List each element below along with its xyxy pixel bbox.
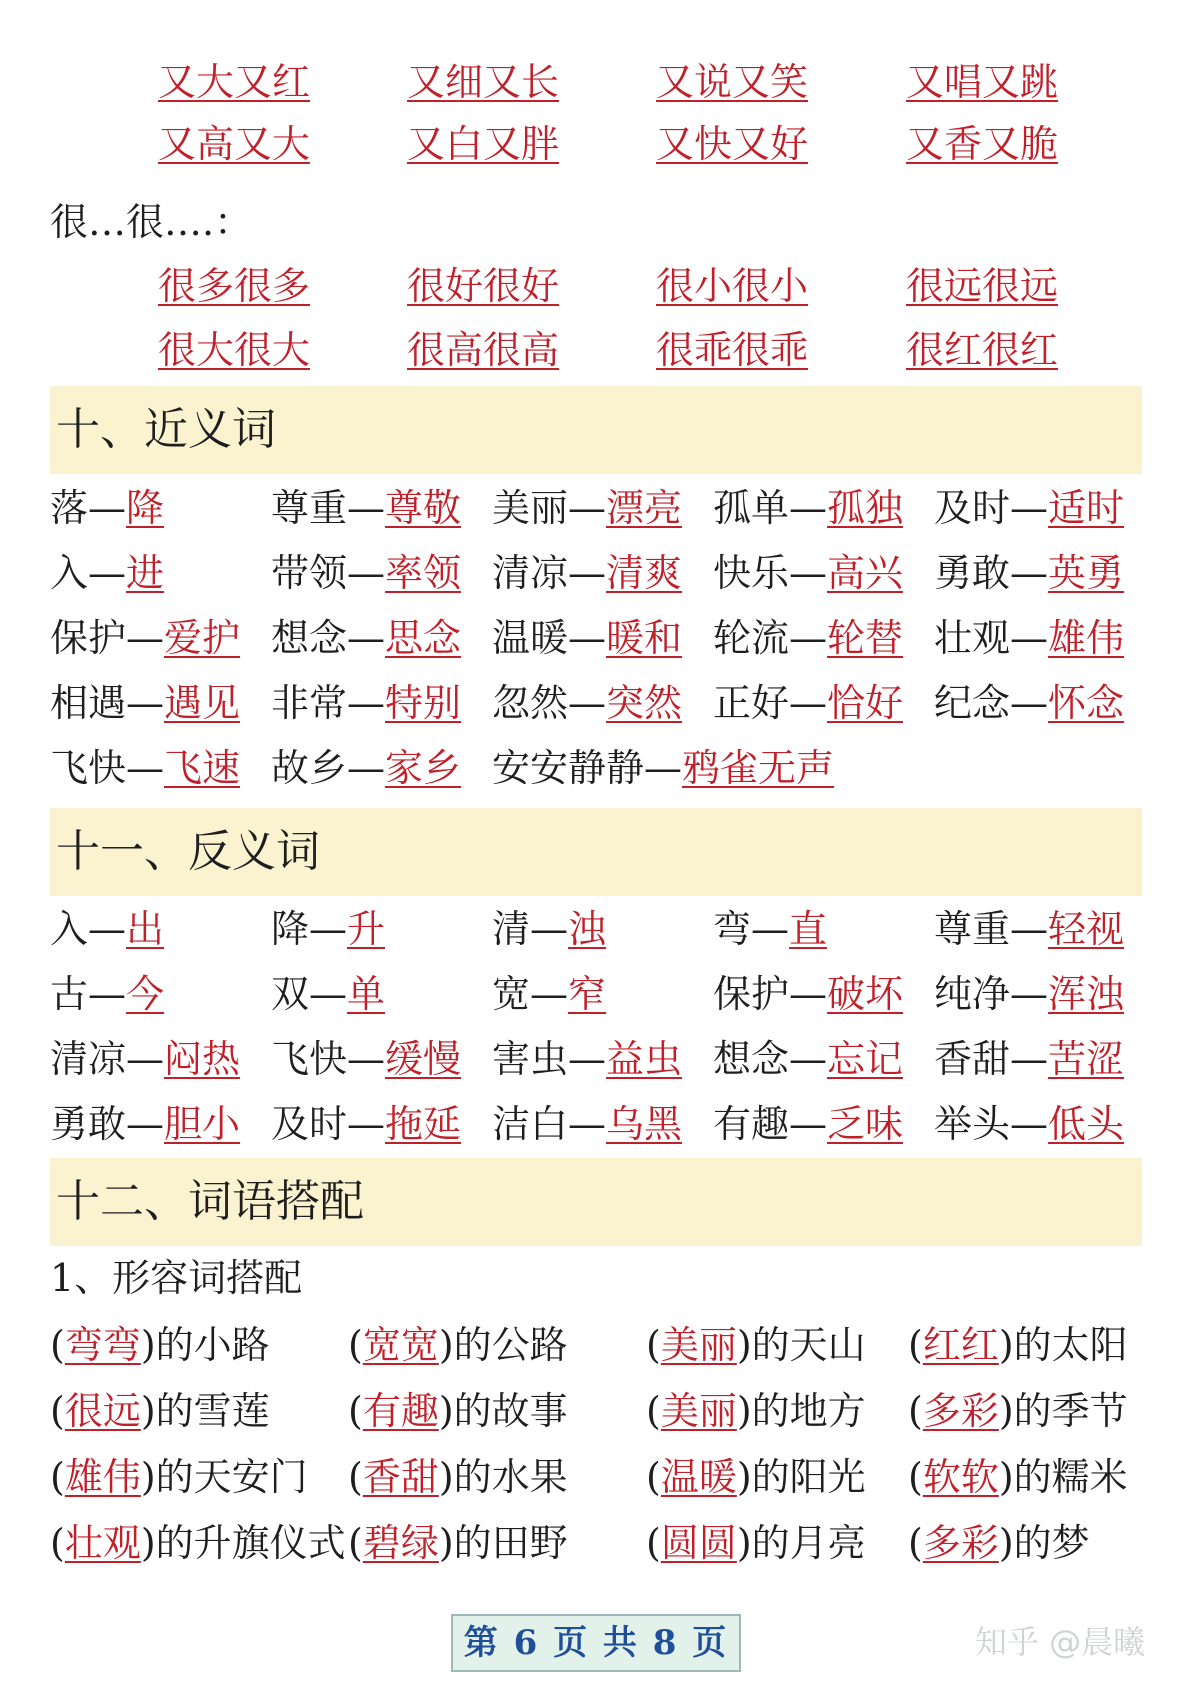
section-title: 十二、词语搭配 [56,1176,364,1227]
synonym-pair [713,606,903,670]
word: 古— [50,972,127,1016]
answer: 宽宽 [362,1323,439,1367]
you-you-phrase: 又大又红 [158,60,311,104]
antonym-pair [50,1092,240,1156]
answer: 鸦雀无声 [682,746,835,790]
antonym-pair [713,897,827,961]
answer: 乌黑 [606,1102,683,1146]
collocation-phrase: (雄伟)的天安门 [50,1455,308,1499]
word: 降— [271,907,348,951]
answer: 进 [126,551,165,595]
answer: 清爽 [606,551,683,595]
antonym-row [50,897,1142,961]
hen-phrase: 很红很红 [906,328,1059,372]
answer: 家乡 [385,746,462,790]
answer: 尊敬 [385,486,462,530]
synonym-row [50,541,1142,605]
noun: )的公路 [438,1323,568,1367]
noun: )的阳光 [736,1455,866,1499]
collocation-row [50,1379,1142,1443]
answer: 圆圆 [660,1521,737,1565]
answer: 苦涩 [1048,1037,1125,1081]
collocation-phrase: (温暖)的阳光 [646,1455,866,1499]
answer: 忘记 [827,1037,904,1081]
synonym-pair [492,606,682,670]
answer: 有趣 [362,1389,439,1433]
answer: 恰好 [827,681,904,725]
word: 尊重— [934,907,1049,951]
noun: )的故事 [438,1389,568,1433]
noun: )的季节 [998,1389,1128,1433]
word: 入— [50,907,127,951]
answer: 软软 [922,1455,999,1499]
synonym-pair [934,476,1124,540]
synonym-pair [271,476,461,540]
you-you-phrase: 又快又好 [656,122,809,166]
antonym-pair [492,962,606,1026]
answer: 今 [126,972,165,1016]
answer: 率领 [385,551,462,595]
antonym-row [50,962,1142,1026]
answer: 爱护 [164,616,241,660]
answer: 美丽 [660,1389,737,1433]
noun: )的小路 [140,1323,270,1367]
synonym-pair [492,736,834,800]
antonym-pair [50,962,164,1026]
word: 纯净— [934,972,1049,1016]
antonym-row [50,1092,1142,1156]
answer: 美丽 [660,1323,737,1367]
you-you-row [50,50,1142,114]
word: 清— [492,907,569,951]
word: 壮观— [934,616,1049,660]
antonym-pair [934,1092,1124,1156]
noun: )的糯米 [998,1455,1128,1499]
synonym-pair [492,541,682,605]
antonym-pair [934,962,1124,1026]
word: 清凉— [50,1037,165,1081]
collocation-phrase: (香甜)的水果 [348,1455,568,1499]
antonym-pair [271,897,385,961]
synonym-pair [271,671,461,735]
answer: 浊 [568,907,607,951]
synonym-pair [271,736,461,800]
answer: 直 [789,907,828,951]
word: 入— [50,551,127,595]
you-you-row [50,112,1142,176]
answer: 特别 [385,681,462,725]
answer: 轻视 [1048,907,1125,951]
synonym-row [50,736,1142,800]
hen-phrase: 很多很多 [158,264,311,308]
noun: )的田野 [438,1521,568,1565]
word: 轮流— [713,616,828,660]
collocation-row [50,1445,1142,1509]
hen-phrase: 很小很小 [656,264,809,308]
section-title: 十、近义词 [56,404,276,455]
you-you-phrase: 又细又长 [407,60,560,104]
noun: )的月亮 [736,1521,866,1565]
word: 想念— [271,616,386,660]
word: 弯— [713,907,790,951]
synonym-pair [713,671,903,735]
collocation-phrase: (圆圆)的月亮 [646,1521,866,1565]
antonym-pair [271,1027,461,1091]
word: 害虫— [492,1037,607,1081]
answer: 温暖 [660,1455,737,1499]
word: 安安静静— [492,746,683,790]
collocation-phrase: (软软)的糯米 [908,1455,1128,1499]
section-heading-word-collocation [50,1158,1142,1246]
answer: 雄伟 [64,1455,141,1499]
collocation-phrase: (美丽)的地方 [646,1389,866,1433]
antonym-pair [271,1092,461,1156]
page-number-box [451,1614,741,1672]
synonym-pair [50,606,240,670]
noun: )的雪莲 [140,1389,270,1433]
antonym-pair [934,897,1124,961]
synonym-pair [50,476,164,540]
you-you-phrase: 又白又胖 [407,122,560,166]
word: 飞快— [50,746,165,790]
synonym-pair [713,476,903,540]
answer: 红红 [922,1323,999,1367]
word: 飞快— [271,1037,386,1081]
hen-row [50,254,1142,318]
synonym-pair [271,541,461,605]
antonym-pair [492,1027,682,1091]
page-number: 第 6 页 共 8 页 [463,1623,729,1663]
noun: )的梦 [998,1521,1090,1565]
synonym-row [50,671,1142,735]
answer: 多彩 [922,1521,999,1565]
answer: 多彩 [922,1389,999,1433]
answer: 益虫 [606,1037,683,1081]
word: 孤单— [713,486,828,530]
answer: 轮替 [827,616,904,660]
antonym-pair [50,897,164,961]
word: 清凉— [492,551,607,595]
answer: 胆小 [164,1102,241,1146]
answer: 很远 [64,1389,141,1433]
word: 带领— [271,551,386,595]
answer: 突然 [606,681,683,725]
answer: 高兴 [827,551,904,595]
subsection-title: 1、形容词搭配 [50,1256,303,1300]
word: 想念— [713,1037,828,1081]
answer: 飞速 [164,746,241,790]
synonym-pair [492,671,682,735]
answer: 孤独 [827,486,904,530]
watermark: 知乎 @晨曦 [975,1623,1146,1661]
you-you-phrase: 又香又脆 [906,122,1059,166]
answer: 遇见 [164,681,241,725]
word: 温暖— [492,616,607,660]
section-heading-synonyms [50,386,1142,474]
hen-label: 很…很….： [50,200,253,244]
answer: 缓慢 [385,1037,462,1081]
noun: )的天安门 [140,1455,308,1499]
hen-phrase: 很好很好 [407,264,560,308]
synonym-pair [50,671,240,735]
antonym-pair [492,897,606,961]
answer: 降 [126,486,165,530]
collocation-row [50,1313,1142,1377]
word: 及时— [271,1102,386,1146]
answer: 怀念 [1048,681,1125,725]
answer: 漂亮 [606,486,683,530]
answer: 香甜 [362,1455,439,1499]
antonym-pair [713,1027,903,1091]
answer: 弯弯 [64,1323,141,1367]
collocation-phrase: (有趣)的故事 [348,1389,568,1433]
you-you-phrase: 又说又笑 [656,60,809,104]
answer: 英勇 [1048,551,1125,595]
collocation-phrase: (美丽)的天山 [646,1323,866,1367]
antonym-pair [271,962,385,1026]
word: 保护— [713,972,828,1016]
noun: )的地方 [736,1389,866,1433]
answer: 碧绿 [362,1521,439,1565]
you-you-phrase: 又唱又跳 [906,60,1059,104]
hen-phrase: 很高很高 [407,328,560,372]
answer: 浑浊 [1048,972,1125,1016]
antonym-row [50,1027,1142,1091]
word: 举头— [934,1102,1049,1146]
word: 香甜— [934,1037,1049,1081]
collocation-phrase: (壮观)的升旗仪式 [50,1521,346,1565]
synonym-pair [713,541,903,605]
antonym-pair [713,962,903,1026]
synonym-pair [934,671,1124,735]
word: 正好— [713,681,828,725]
collocation-phrase: (多彩)的季节 [908,1389,1128,1433]
answer: 闷热 [164,1037,241,1081]
answer: 升 [347,907,386,951]
answer: 暖和 [606,616,683,660]
synonym-pair [492,476,682,540]
collocation-phrase: (多彩)的梦 [908,1521,1090,1565]
answer: 乏味 [827,1102,904,1146]
answer: 低头 [1048,1102,1125,1146]
word: 纪念— [934,681,1049,725]
synonym-pair [50,541,164,605]
answer: 出 [126,907,165,951]
word: 忽然— [492,681,607,725]
word: 勇敢— [50,1102,165,1146]
answer: 单 [347,972,386,1016]
word: 落— [50,486,127,530]
collocation-phrase: (宽宽)的公路 [348,1323,568,1367]
answer: 窄 [568,972,607,1016]
collocation-row [50,1511,1142,1575]
word: 及时— [934,486,1049,530]
word: 尊重— [271,486,386,530]
collocation-phrase: (红红)的太阳 [908,1323,1128,1367]
word: 美丽— [492,486,607,530]
answer: 拖延 [385,1102,462,1146]
word: 双— [271,972,348,1016]
hen-phrase: 很乖很乖 [656,328,809,372]
word: 保护— [50,616,165,660]
collocation-phrase: (碧绿)的田野 [348,1521,568,1565]
section-heading-antonyms [50,808,1142,896]
answer: 适时 [1048,486,1125,530]
synonym-row [50,476,1142,540]
synonym-pair [50,736,240,800]
antonym-pair [492,1092,682,1156]
answer: 壮观 [64,1521,141,1565]
antonym-pair [50,1027,240,1091]
hen-phrase: 很大很大 [158,328,311,372]
word: 故乡— [271,746,386,790]
answer: 破坏 [827,972,904,1016]
word: 宽— [492,972,569,1016]
collocation-phrase: (弯弯)的小路 [50,1323,270,1367]
antonym-pair [713,1092,903,1156]
answer: 思念 [385,616,462,660]
word: 相遇— [50,681,165,725]
synonym-pair [934,606,1124,670]
synonym-pair [934,541,1124,605]
word: 勇敢— [934,551,1049,595]
hen-row [50,318,1142,382]
word: 有趣— [713,1102,828,1146]
you-you-phrase: 又高又大 [158,122,311,166]
noun: )的水果 [438,1455,568,1499]
collocation-phrase: (很远)的雪莲 [50,1389,270,1433]
word: 快乐— [713,551,828,595]
hen-phrase: 很远很远 [906,264,1059,308]
answer: 雄伟 [1048,616,1125,660]
noun: )的天山 [736,1323,866,1367]
synonym-pair [271,606,461,670]
noun: )的太阳 [998,1323,1128,1367]
synonym-row [50,606,1142,670]
noun: )的升旗仪式 [140,1521,346,1565]
word: 非常— [271,681,386,725]
word: 洁白— [492,1102,607,1146]
section-title: 十一、反义词 [56,826,320,877]
antonym-pair [934,1027,1124,1091]
